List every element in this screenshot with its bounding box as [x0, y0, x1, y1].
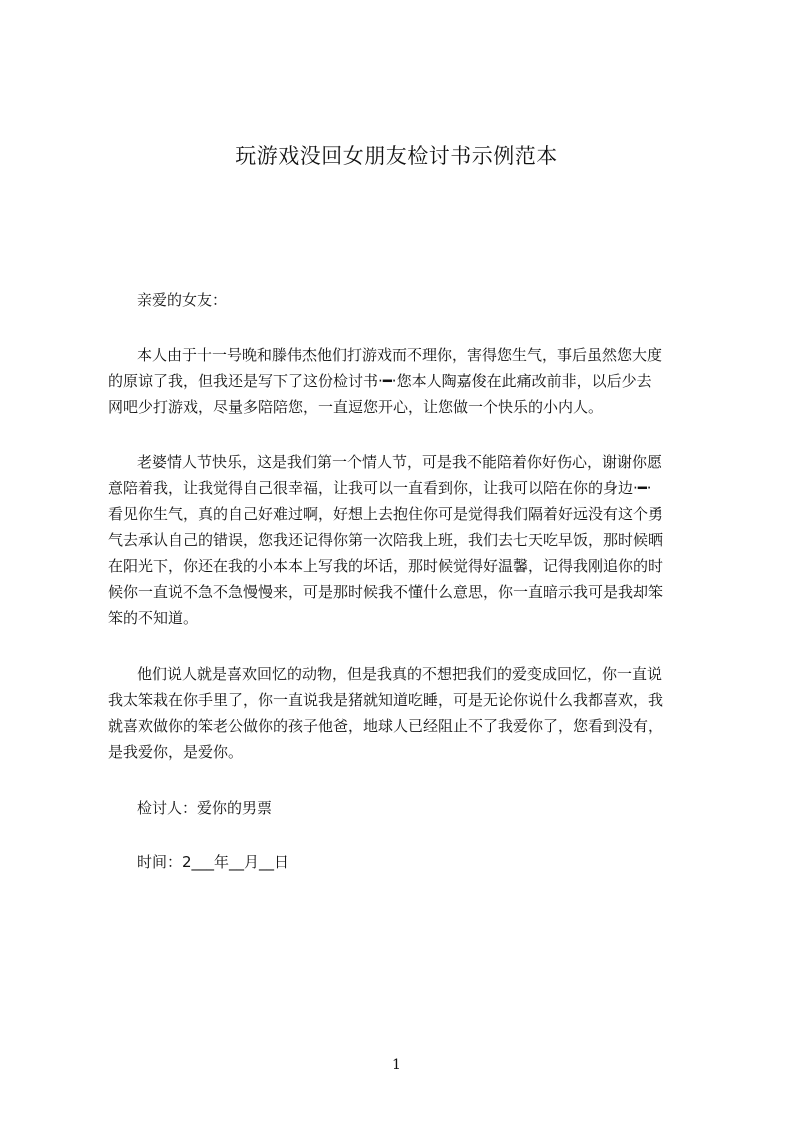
paragraph-line: 是我爱你，是爱你。: [108, 743, 244, 761]
paragraph-line: 意陪着我，让我觉得自己很幸福，让我可以一直看到你，让我可以陪在你的身边·━·: [108, 479, 652, 497]
paragraph-line: 老婆情人节快乐，这是我们第一个情人节，可是我不能陪着你好伤心，谢谢你愿: [137, 453, 663, 471]
document-title: 玩游戏没回女朋友检讨书示例范本: [235, 144, 558, 168]
paragraph-line: 网吧少打游戏，尽量多陪陪您，一直逗您开心，让您做一个快乐的小内人。: [108, 398, 604, 416]
paragraph-line: 他们说人就是喜欢回忆的动物，但是我真的不想把我们的爱变成回忆，你一直说: [137, 665, 663, 683]
page-number: 1: [392, 1057, 401, 1073]
paragraph-line: 看见你生气，真的自己好难过啊，好想上去抱住你可是觉得我们隔着好远没有这个勇: [108, 505, 664, 523]
greeting: 亲爱的女友：: [137, 291, 228, 309]
paragraph-line: 在阳光下，你还在我的小本本上写我的坏话，那时候觉得好温馨，记得我刚追你的时: [108, 557, 664, 575]
paragraph-line: 我太笨栽在你手里了，你一直说我是猪就知道吃睡，可是无论你说什么我都喜欢，我: [108, 691, 664, 709]
paragraph-line: 本人由于十一号晚和滕伟杰他们打游戏而不理你，害得您生气，事后虽然您大度: [137, 346, 663, 364]
paragraph-line: 笨的不知道。: [108, 609, 199, 627]
paragraph-line: 就喜欢做你的笨老公做你的孩子他爸，地球人已经阻止不了我爱你了，您看到没有，: [108, 717, 664, 735]
paragraph-line: 的原谅了我，但我还是写下了这份检讨书·━·您本人陶嘉俊在此痛改前非，以后少去: [108, 372, 652, 390]
signature: 检讨人：爱你的男票: [137, 799, 273, 817]
paragraph-line: 气去承认自己的错误，您我还记得你第一次陪我上班，我们去七天吃早饭，那时候晒: [108, 531, 664, 549]
date-line: 时间：2___年__月__日: [137, 853, 290, 871]
paragraph-line: 候你一直说不急不急慢慢来，可是那时候我不懂什么意思，你一直暗示我可是我却笨: [108, 583, 664, 601]
